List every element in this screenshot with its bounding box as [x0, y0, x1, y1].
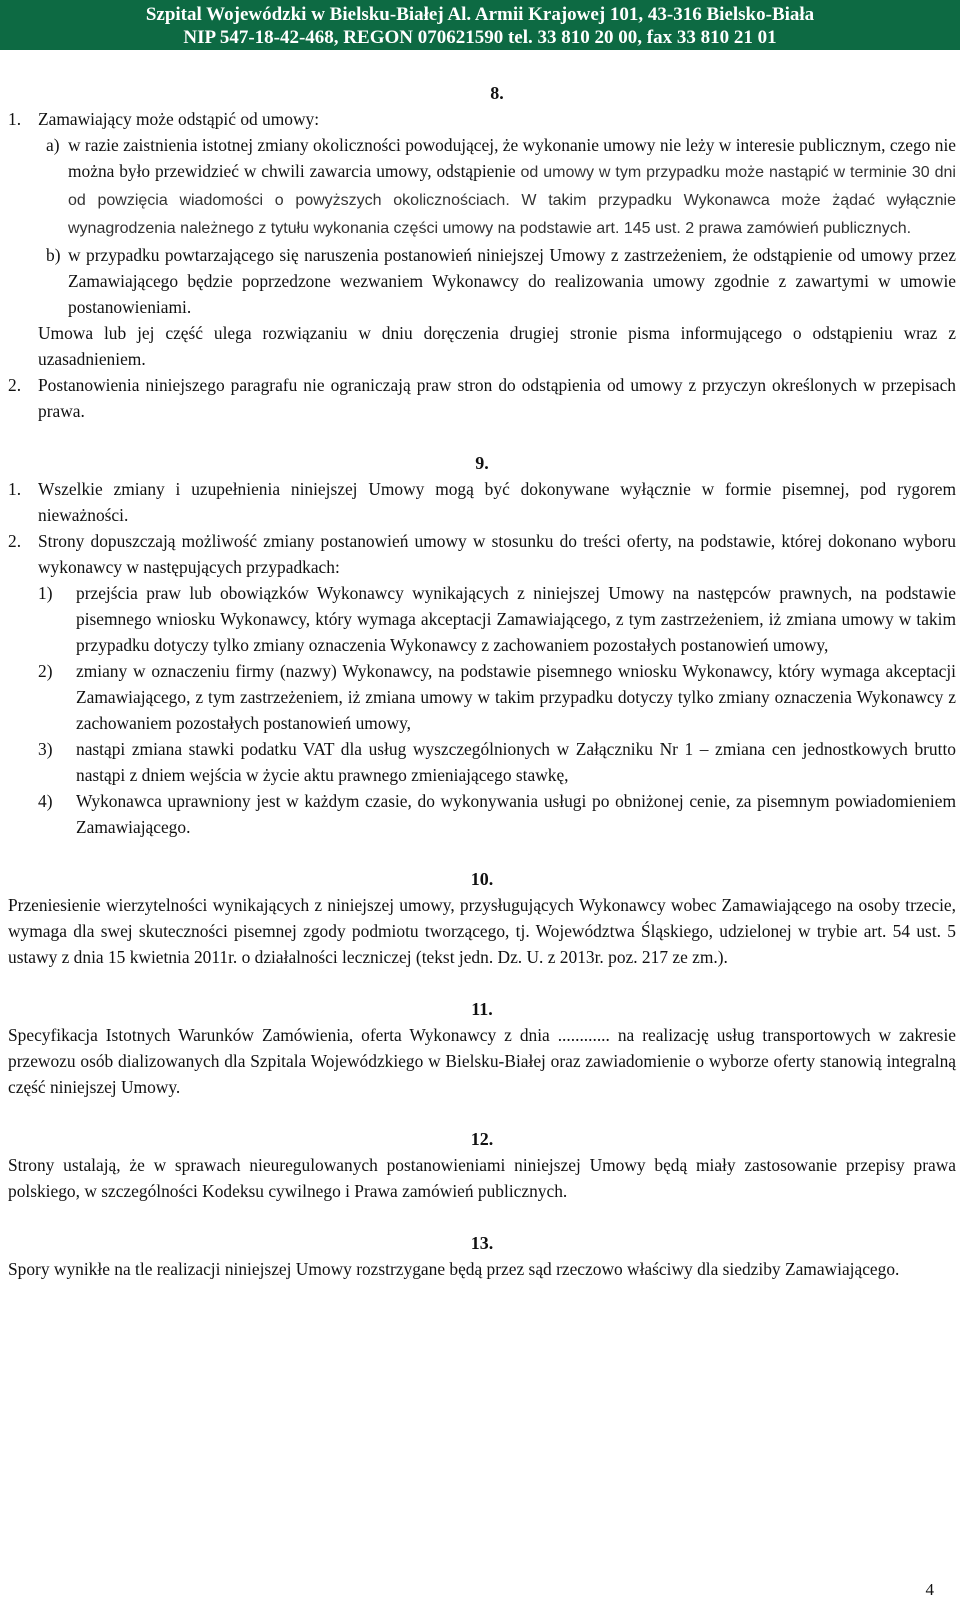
- s9-list-item-number: 1): [38, 583, 53, 603]
- s8-subpoint-a: [8, 132, 956, 242]
- s11-text: Specyfikacja Istotnych Warunków Zamówienia, oferta Wykonawcy z dnia ............ na realizację usług transportowych w zakresie przewozu osób dializowanych dla Szpitala Wojewódzkiego w Bielsku-Białej oraz zawiadomienie o wyborze oferty stanowią integralną część niniejszej Umowy.: [8, 1025, 956, 1097]
- s8-point-2: [8, 372, 956, 424]
- s8-point-2-number: 2.: [8, 375, 22, 395]
- section-11-title: 11.: [471, 999, 493, 1019]
- hospital-ids-line: NIP 547-18-42-468, REGON 070621590 tel. 33 810 20 00, fax 33 810 21 01: [183, 27, 777, 48]
- s8-subpoint-a-text-3: W takim przypadku Wykonawca może żądać wyłącznie wynagrodzenia należnego z tytułu wykonania części umowy na podstawie art. 145 ust. 2 prawa zamówień publicznych.: [68, 192, 957, 237]
- document-body: [8, 80, 956, 1282]
- s9-point-2: [8, 528, 956, 580]
- s8-subpoint-b-text: w przypadku powtarzającego się naruszenia postanowień niniejszej Umowy z zastrzeżeniem, że odstąpienie od umowy przez Zamawiającego będzie poprzedzone wezwaniem Wykonawcy do realizowania umowy zgodnie z zawartymi w umowie postanowieniami.: [68, 245, 956, 317]
- s8-subpoint-b-letter: b): [46, 245, 61, 265]
- section-12-title: 12.: [470, 1129, 494, 1149]
- s9-point-1-number: 1.: [8, 479, 22, 499]
- s9-list-item-text: przejścia praw lub obowiązków Wykonawcy wynikających z niniejszej Umowy na następców prawnych, na podstawie pisemnego wniosku Wykonawcy, który wymaga akceptacji Zamawiającego, z tym zastrzeżeniem, iż zmiana umowy w takim przypadku dotyczy tylko zmiany oznaczenia Wykonawcy z zachowaniem pozostałych postanowień umowy,: [76, 583, 956, 655]
- section-8-title: 8.: [490, 83, 504, 103]
- s8-point-1: [8, 106, 956, 132]
- letterhead-banner: [0, 0, 960, 50]
- section-9-title: 9.: [475, 453, 489, 473]
- s8-point-1-text: Zamawiający może odstąpić od umowy:: [38, 109, 320, 129]
- s10-text: Przeniesienie wierzytelności wynikających z niniejszej umowy, przysługujących Wykonawcy wobec Zamawiającego na osoby trzecie, wymaga dla swej skuteczności pisemnej zgody podmiotu tworzącego, tj. Województwa Śląskiego, udzielonej w trybie art. 54 ust. 5 ustawy z dnia 15 kwietnia 2011r. o działalności leczniczej (tekst jedn. Dz. U. z 2013r. poz. 217 ze zm.).: [8, 895, 956, 967]
- s9-list-item: [8, 658, 956, 736]
- s9-point-1-text: Wszelkie zmiany i uzupełnienia niniejszej Umowy mogą być dokonywane wyłącznie w formie pisemnej, pod rygorem nieważności.: [38, 479, 956, 525]
- s9-point-1: [8, 476, 956, 528]
- s8-subpoint-a-text-2: od umowy w tym przypadku może nastąpić w terminie 30 dni od powzięcia wiadomości o powyższych okolicznościach.: [68, 164, 956, 209]
- section-10-title: 10.: [470, 869, 494, 889]
- s9-list-item-number: 4): [38, 791, 53, 811]
- s9-list-item-number: 2): [38, 661, 53, 681]
- s8-point-1-number: 1.: [8, 109, 22, 129]
- s8-subpoint-a-text-1: w razie zaistnienia istotnej zmiany okoliczności powodującej, że wykonanie umowy nie leży w interesie publicznym, czego nie można było przewidzieć w chwili zawarcia umowy, odstąpienie: [68, 135, 956, 181]
- s12-text: Strony ustalają, że w sprawach nieuregulowanych postanowieniami niniejszej Umowy będą miały zastosowanie przepisy prawa polskiego, w szczególności Kodeksu cywilnego i Prawa zamówień publicznych.: [8, 1155, 956, 1201]
- s9-list-item: [8, 788, 956, 840]
- s8-termination-note: Umowa lub jej część ulega rozwiązaniu w dniu doręczenia drugiej stronie pisma informującego o odstąpieniu wraz z uzasadnieniem.: [38, 323, 956, 369]
- s9-point-2-text: Strony dopuszczają możliwość zmiany postanowień umowy w stosunku do treści oferty, na podstawie, której dokonano wyboru wykonawcy w następujących przypadkach:: [38, 531, 956, 577]
- s8-subpoint-b: [8, 242, 956, 320]
- s8-point-2-text: Postanowienia niniejszego paragrafu nie ograniczają praw stron do odstąpienia od umowy z przyczyn określonych w przepisach prawa.: [38, 375, 956, 421]
- s9-point-2-number: 2.: [8, 531, 22, 551]
- hospital-address-line: Szpital Wojewódzki w Bielsku-Białej Al. Armii Krajowej 101, 43-316 Bielsko-Biała: [145, 4, 815, 25]
- page-number: 4: [925, 1580, 934, 1599]
- s9-list-item-text: zmiany w oznaczeniu firmy (nazwy) Wykonawcy, na podstawie pisemnego wniosku Wykonawcy, który wymaga akceptacji Zamawiającego, z tym zastrzeżeniem, iż zmiana umowy w takim przypadku dotyczy tylko zmiany oznaczenia Wykonawcy z zachowaniem pozostałych postanowień umowy,: [76, 661, 956, 733]
- s9-list-item: [8, 736, 956, 788]
- s8-subpoint-a-letter: a): [46, 135, 60, 155]
- s9-list-item-number: 3): [38, 739, 53, 759]
- s9-list-item-text: Wykonawca uprawniony jest w każdym czasie, do wykonywania usługi po obniżonej cenie, za pisemnym powiadomieniem Zamawiającego.: [76, 791, 956, 837]
- section-13-title: 13.: [470, 1233, 494, 1253]
- s13-text: Spory wynikłe na tle realizacji niniejszej Umowy rozstrzygane będą przez sąd rzeczowo właściwy dla siedziby Zamawiającego.: [8, 1259, 900, 1279]
- s9-list-item: [8, 580, 956, 658]
- s9-list-item-text: nastąpi zmiana stawki podatku VAT dla usług wyszczególnionych w Załączniku Nr 1 – zmiana cen jednostkowych brutto nastąpi z dniem wejścia w życie aktu prawnego zmieniającego stawkę,: [76, 739, 956, 785]
